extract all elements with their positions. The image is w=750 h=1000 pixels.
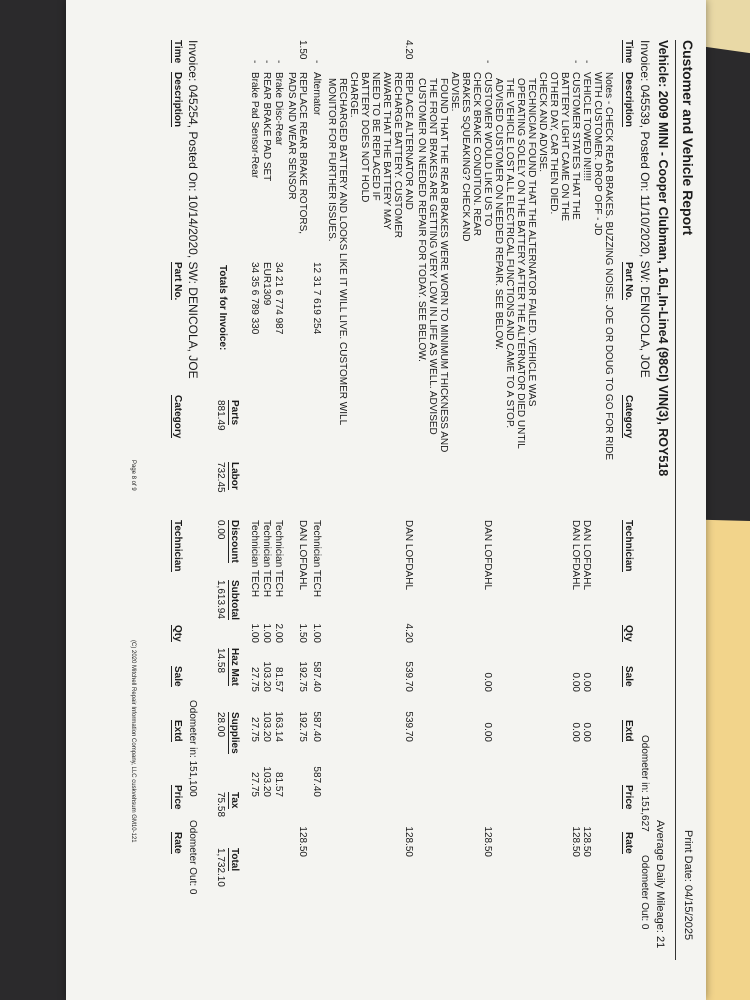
- part-sale: 587.40: [311, 661, 322, 692]
- job-1-line: CHARGE.: [348, 72, 359, 118]
- col-technician: Technician: [623, 520, 634, 572]
- note-line: BRAKES SQUEAKING? CHECK AND: [460, 72, 471, 242]
- note-line: ADVISE.: [449, 72, 460, 112]
- note-sale: 0.00: [570, 672, 581, 692]
- part-qty: 1.00: [311, 623, 322, 643]
- note-line: CHECK BRAKE CONDITION. REAR: [471, 72, 482, 236]
- job-1-qty: 4.20: [403, 623, 414, 643]
- col-price: Price: [623, 785, 634, 810]
- totals-header-parts: Parts: [229, 400, 240, 426]
- part-number: 34 35 6 789 330: [249, 262, 260, 335]
- part-number: 12 31 7 619 254: [311, 262, 322, 335]
- note-line: OPERATING SOLELY ON THE BATTERY AFTER THE ALTERNATOR DIED UNTIL: [515, 78, 526, 449]
- part-extd: 27.75: [249, 716, 260, 742]
- note-line: CUSTOMER STATES THAT THE: [570, 72, 581, 220]
- bullet-dash: -: [273, 60, 284, 64]
- note-line: TECHNICIAN FOUND THAT THE ALTERNATOR FAILED. VEHICLE WAS: [526, 78, 537, 407]
- part-technician: Technician TECH: [261, 520, 272, 598]
- job-2-technician: DAN LOFDAHL: [297, 520, 308, 591]
- note-line: VEHICLE TOWED IN!!!!!: [581, 72, 592, 182]
- note-line: FOUND THAT THE REAR BRAKES WERE WORN TO MINIMUM THICKNESS AND: [438, 78, 449, 453]
- note-line: BATTERY LIGHT CAME ON THE: [559, 72, 570, 222]
- part-description: Brake Pad Sensor-Rear: [249, 72, 260, 179]
- note-line: OTHER DAY, CAR THEN DIED.: [548, 72, 559, 215]
- job-1-rate: 128.50: [403, 826, 414, 857]
- bullet-dash: -: [311, 60, 322, 64]
- totals-header-discount: Discount: [229, 520, 240, 563]
- print-date: Print Date: 04/15/2025: [682, 830, 694, 941]
- invoice-2-line: Invoice: 045254, Posted On: 10/14/2020, SW: DENICOLA, JOE: [186, 40, 200, 379]
- note-extd: 0.00: [570, 722, 581, 742]
- col-category: Category: [623, 395, 634, 439]
- job-2-extd: 192.75: [297, 711, 308, 742]
- job-1-line: AWARE THAT THE BATTERY MAY: [381, 72, 392, 230]
- totals-parts: 881.49: [215, 400, 226, 431]
- bullet-dash: -: [482, 60, 493, 64]
- job-1-sale: 539.70: [403, 661, 414, 692]
- totals-subtotal: 1,613.94: [215, 580, 226, 619]
- note-extd: 0.00: [482, 722, 493, 742]
- job-1-line: RECHARGED BATTERY AND LOOKS LIKE IT WILL LIVE. CUSTOMER WILL: [337, 78, 348, 426]
- note-line: WITH CUSTOMER. DROP OFF - JD: [592, 72, 603, 236]
- invoice-1-odometer-in: Odometer in: 151,627: [639, 735, 650, 832]
- col-qty: Qty: [172, 625, 183, 642]
- note-technician: DAN LOFDAHL: [581, 520, 592, 591]
- col-extd: Extd: [172, 720, 183, 742]
- col-rate: Rate: [623, 832, 634, 854]
- part-number: EUR1309: [261, 262, 272, 306]
- note-technician: DAN LOFDAHL: [482, 520, 493, 591]
- part-sale: 103.20: [261, 661, 272, 692]
- part-description: Brake Disc-Rear: [273, 72, 284, 146]
- part-qty: 1.00: [249, 623, 260, 643]
- header-rule: [675, 40, 676, 960]
- col-description: Description: [623, 72, 634, 128]
- job-1-extd: 539.70: [403, 711, 414, 742]
- job-2-sale: 192.75: [297, 661, 308, 692]
- note-sale: 0.00: [581, 672, 592, 692]
- part-technician: Technician TECH: [311, 520, 322, 598]
- totals-total: 1,732.10: [215, 848, 226, 887]
- invoice-2-odometer-out: Odometer Out: 0: [187, 820, 198, 895]
- report-page: [66, 0, 706, 1000]
- totals-supplies: 28.00: [215, 712, 226, 738]
- note-rate: 128.50: [570, 826, 581, 857]
- note-line: CUSTOMER ON NEEDED REPAIR FOR TODAY. SEE BELOW.: [416, 78, 427, 362]
- job-1-line: RECHARGE BATTERY. CUSTOMER: [392, 72, 403, 238]
- totals-header-hazmat: Haz Mat: [229, 648, 240, 686]
- note-extd: 0.00: [581, 722, 592, 742]
- col-part-no: Part No.: [172, 262, 183, 301]
- job-1-line: BATTERY DOES NOT HOLD: [359, 72, 370, 203]
- part-extd: 587.40: [311, 711, 322, 742]
- part-price: 27.75: [249, 771, 260, 797]
- part-description: REAR BRAKE PAD SET: [261, 72, 272, 182]
- job-2-time: 1.50: [297, 40, 308, 60]
- totals-discount: 0.00: [215, 520, 226, 540]
- col-sale: Sale: [172, 666, 183, 687]
- part-price: 587.40: [311, 766, 322, 797]
- vehicle-line: Vehicle: 2009 MINI - Cooper Clubman, 1.6L,In-Line4 (98CI) VIN(3), ROY518: [656, 40, 670, 477]
- part-extd: 103.20: [261, 711, 272, 742]
- note-line: THE VEHICLE LOST ALL ELECTRICAL FUNCTIONS AND CAME TO A STOP.: [504, 78, 515, 429]
- bullet-dash: -: [570, 60, 581, 64]
- col-price: Price: [172, 785, 183, 810]
- job-1-technician: DAN LOFDAHL: [403, 520, 414, 591]
- note-line: THE FRONT BRAKES ARE GETTING VERY LOW IN LIFE AS WELL. ADVISED: [427, 78, 438, 435]
- col-rate: Rate: [172, 832, 183, 854]
- part-number: 34 21 6 774 987: [273, 262, 284, 335]
- invoice-1-odometer-out: Odometer Out: 0: [639, 855, 650, 930]
- bullet-dash: -: [581, 60, 592, 64]
- note-rate: 128.50: [482, 826, 493, 857]
- job-1-line: REPLACE ALTERNATOR AND: [403, 72, 414, 210]
- page-number: Page 8 of 9: [130, 460, 136, 491]
- col-category: Category: [172, 395, 183, 439]
- report-sheet: [66, 0, 706, 1000]
- part-price: 81.57: [273, 771, 284, 797]
- note-line: CHECK AND ADVISE.: [537, 72, 548, 173]
- job-2-line: PADS AND WEAR SENSOR: [286, 72, 297, 200]
- note-line: ADVISED CUSTOMER ON NEEDED REPAIR. SEE BELOW.: [493, 78, 504, 350]
- totals-header-tax: Tax: [229, 792, 240, 809]
- col-qty: Qty: [623, 625, 634, 642]
- totals-header-supplies: Supplies: [229, 712, 240, 754]
- totals-label: Totals for Invoice:: [217, 265, 228, 351]
- col-technician: Technician: [172, 520, 183, 572]
- part-technician: Technician TECH: [249, 520, 260, 598]
- job-1-line: NEED TO BE REPLACED IF: [370, 72, 381, 201]
- bullet-dash: -: [261, 60, 272, 64]
- part-sale: 27.75: [249, 666, 260, 692]
- totals-header-subtotal: Subtotal: [229, 580, 240, 620]
- col-description: Description: [172, 72, 183, 128]
- job-1-line: MONITOR FOR FURTHER ISSUES.: [326, 78, 337, 242]
- part-qty: 1.00: [261, 623, 272, 643]
- job-2-rate: 128.50: [297, 826, 308, 857]
- report-title: Customer and Vehicle Report: [680, 40, 696, 236]
- note-line: CUSTOMER WOULD LIKE US TO: [482, 72, 493, 227]
- note-rate: 128.50: [581, 826, 592, 857]
- invoice-2-odometer-in: Odometer in: 151,100: [187, 700, 198, 797]
- col-time: Time: [172, 40, 183, 64]
- invoice-1-line: Invoice: 045539, Posted On: 11/10/2020, SW: DENICOLA, JOE: [638, 40, 652, 378]
- totals-hazmat: 14.58: [215, 648, 226, 674]
- bullet-dash: -: [249, 60, 260, 64]
- totals-header-total: Total: [229, 848, 240, 872]
- job-1-time: 4.20: [403, 40, 414, 60]
- totals-labor: 732.45: [215, 462, 226, 493]
- note-sale: 0.00: [482, 672, 493, 692]
- job-2-line: REPLACE REAR BRAKE ROTORS,: [297, 72, 308, 235]
- note-line: Notes - CHECK REAR BRAKES. BUZZING NOISE. JOE OR DOUG TO GO FOR RIDE: [603, 72, 614, 461]
- part-qty: 2.00: [273, 623, 284, 643]
- part-technician: Technician TECH: [273, 520, 284, 598]
- col-part-no: Part No.: [623, 262, 634, 301]
- part-price: 103.20: [261, 766, 272, 797]
- copyright: (C) 2020 Mitchell Repair Information Company, LLC cuskvehsum GM10-121: [130, 640, 136, 843]
- col-time: Time: [623, 40, 634, 64]
- col-sale: Sale: [623, 666, 634, 687]
- part-description: Alternator: [311, 72, 322, 116]
- job-2-qty: 1.50: [297, 623, 308, 643]
- note-technician: DAN LOFDAHL: [570, 520, 581, 591]
- avg-daily-mileage: Average Daily Mileage: 21: [654, 820, 666, 949]
- col-extd: Extd: [623, 720, 634, 742]
- totals-tax: 75.58: [215, 792, 226, 818]
- part-extd: 163.14: [273, 711, 284, 742]
- totals-header-labor: Labor: [229, 462, 240, 490]
- part-sale: 81.57: [273, 666, 284, 692]
